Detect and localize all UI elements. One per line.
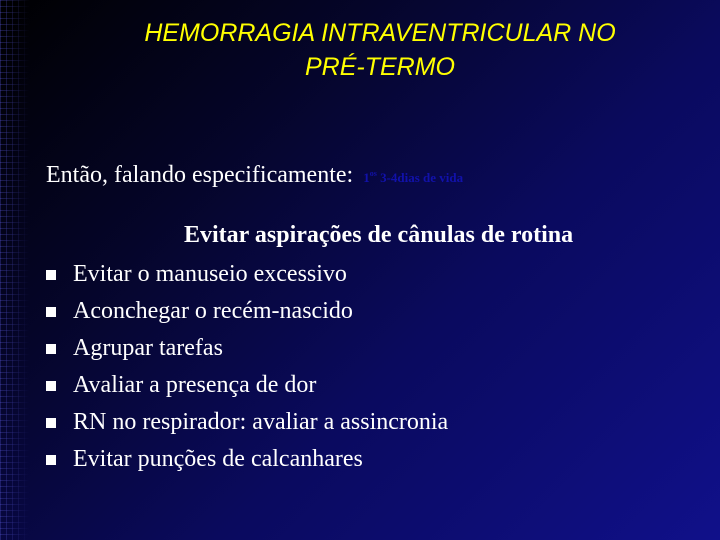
square-bullet-icon	[46, 455, 56, 465]
list-item-text: RN no respirador: avaliar a assincronia	[73, 409, 449, 435]
list-item-text: Aconchegar o recém-nascido	[73, 298, 353, 324]
intro-note	[363, 170, 463, 185]
square-bullet-icon	[46, 307, 56, 317]
list-item	[46, 256, 448, 293]
list-item	[46, 293, 448, 330]
list-item	[46, 367, 448, 404]
square-bullet-icon	[46, 344, 56, 354]
intro-text: Então, falando especificamente:	[46, 162, 354, 188]
decorative-grid-strip	[0, 0, 30, 540]
note-prefix: 1	[363, 170, 370, 185]
list-item-text: Evitar o manuseio excessivo	[73, 261, 347, 287]
list-item	[46, 441, 448, 478]
section-heading: Evitar aspirações de cânulas de rotina	[184, 222, 574, 248]
intro-line	[46, 162, 463, 189]
slide-title	[80, 16, 680, 84]
list-item-text: Agrupar tarefas	[73, 335, 223, 361]
square-bullet-icon	[46, 270, 56, 280]
square-bullet-icon	[46, 418, 56, 428]
bullet-list	[46, 256, 448, 478]
list-item	[46, 330, 448, 367]
list-item	[46, 404, 448, 441]
title-line-2: PRÉ-TERMO	[305, 53, 455, 81]
title-line-1: HEMORRAGIA INTRAVENTRICULAR NO	[144, 19, 616, 47]
square-bullet-icon	[46, 381, 56, 391]
note-rest: 3-4dias de vida	[380, 170, 464, 185]
note-superscript: os	[369, 169, 377, 178]
list-item-text: Evitar punções de calcanhares	[73, 446, 363, 472]
list-item-text: Avaliar a presença de dor	[73, 372, 317, 398]
